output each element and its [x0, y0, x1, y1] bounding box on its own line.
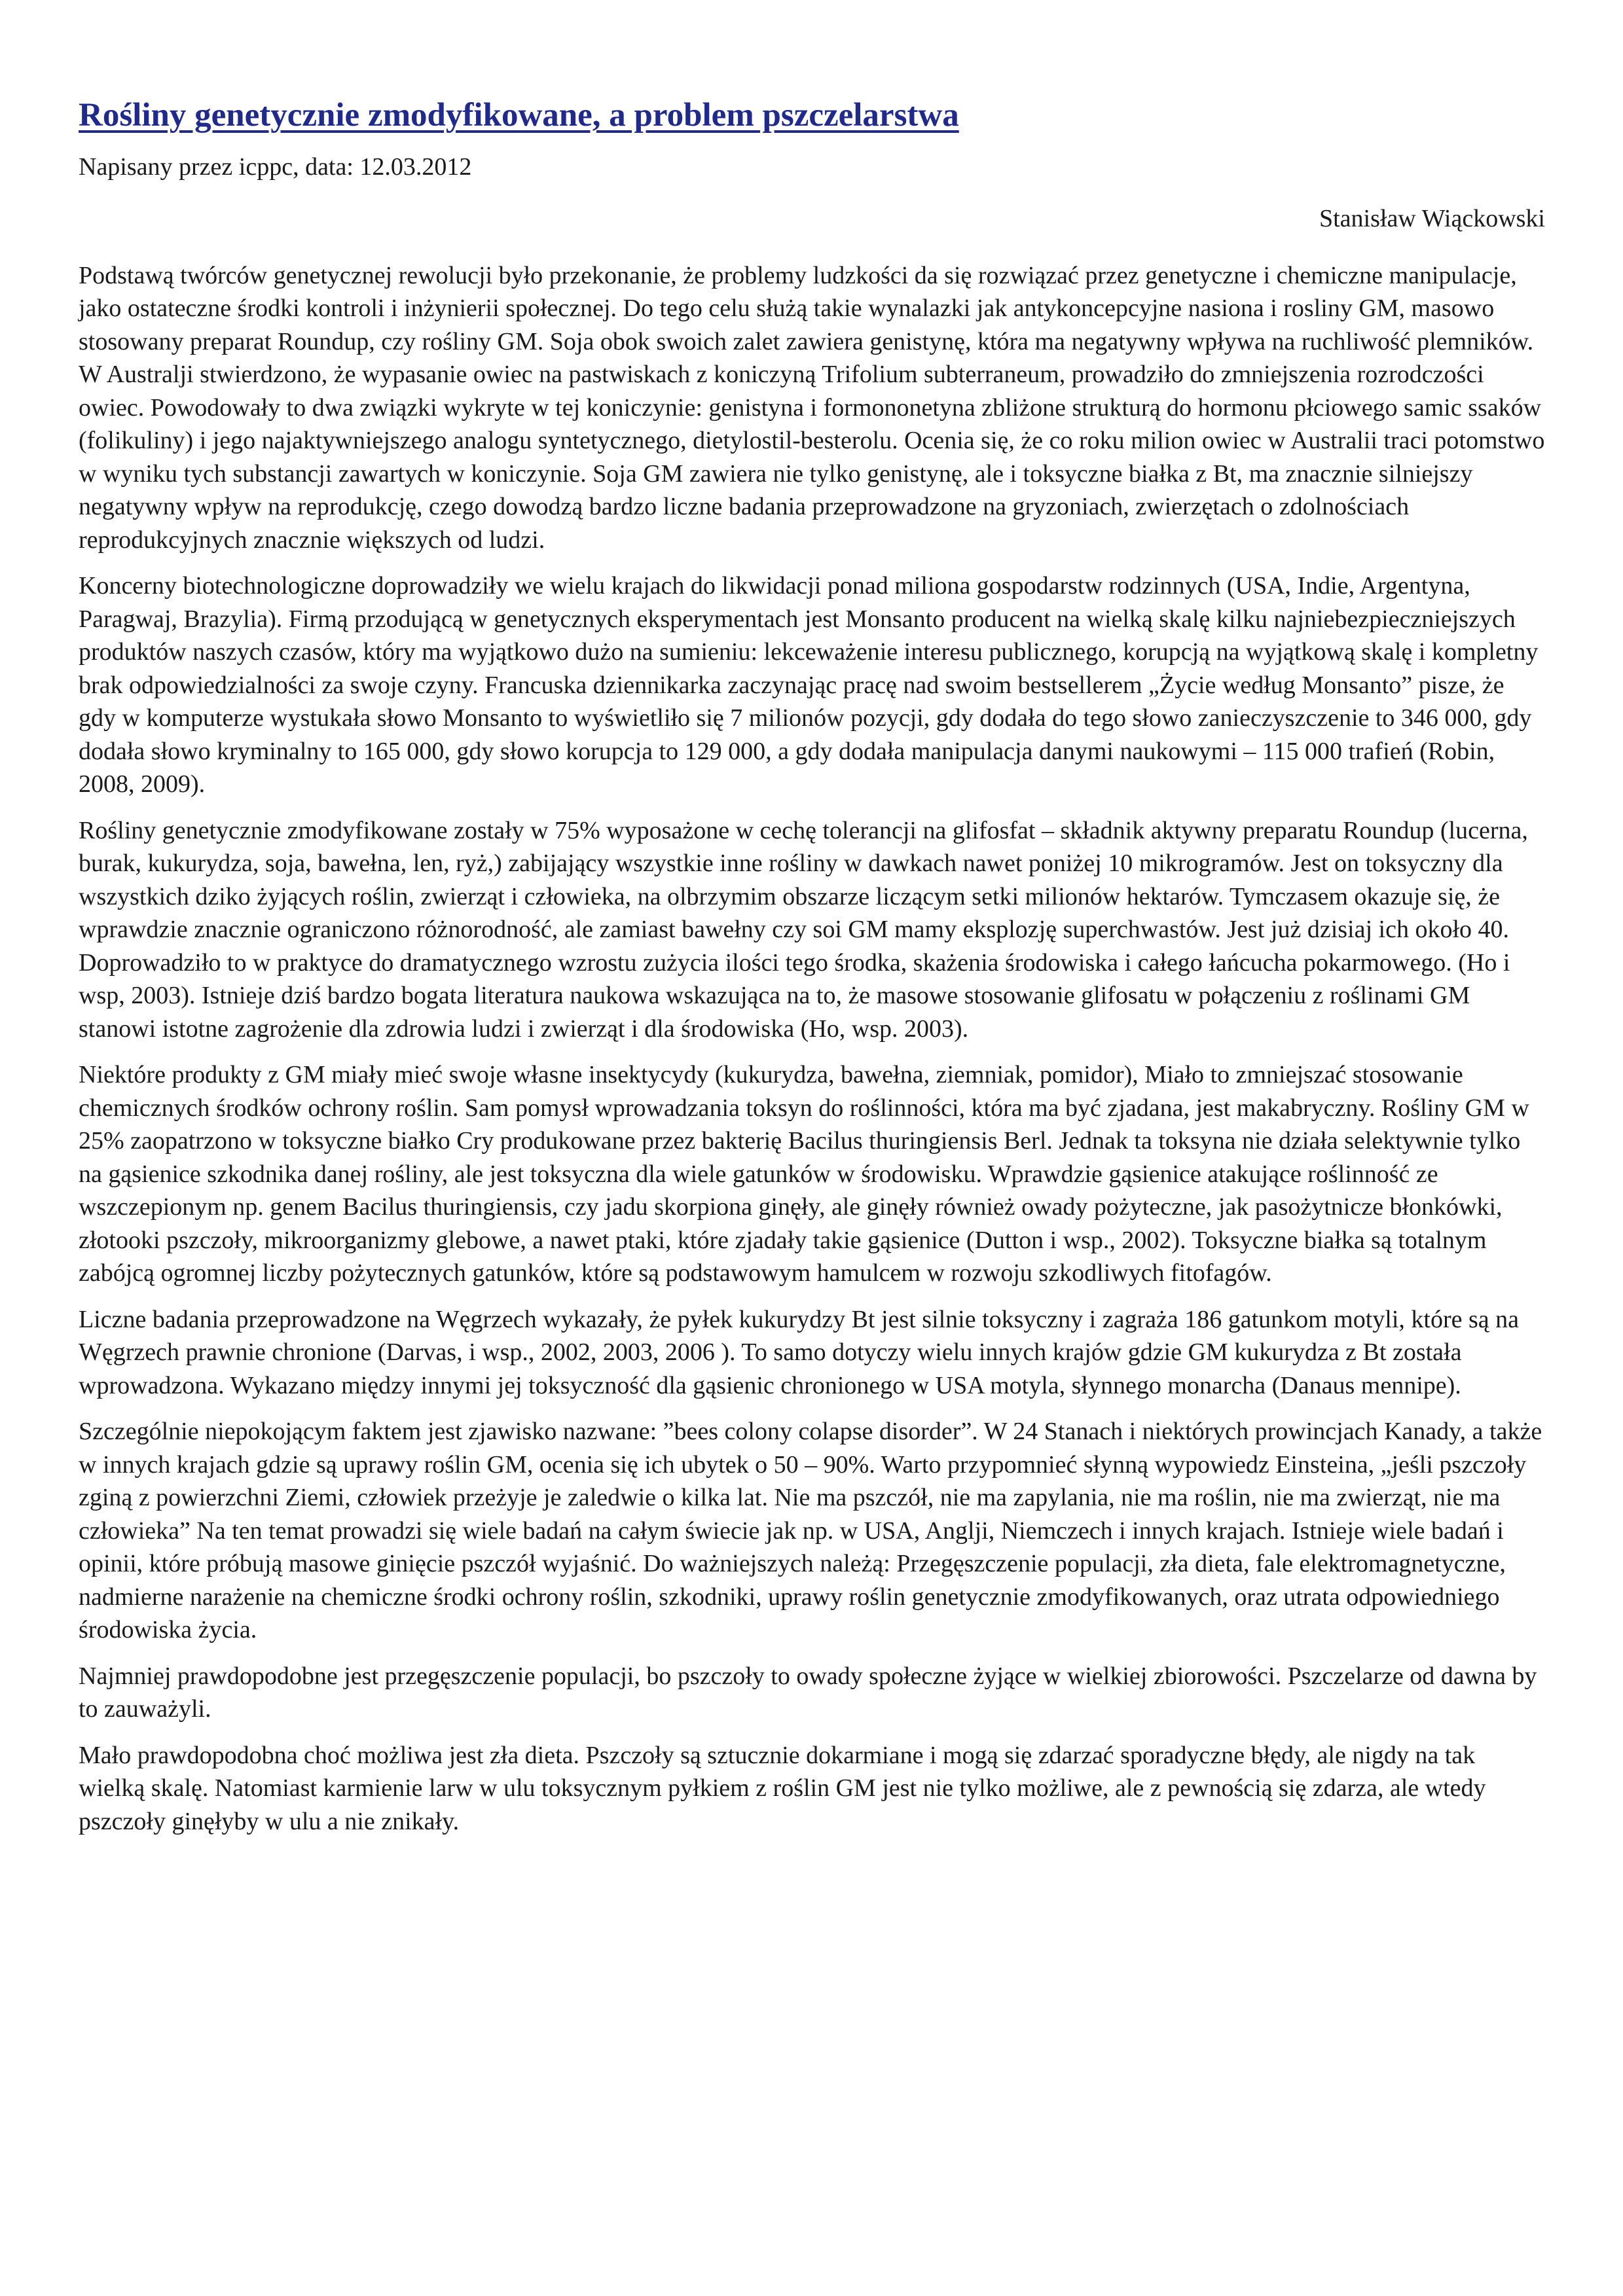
article	[79, 95, 1545, 1851]
paragraph: Niektóre produkty z GM miały mieć swoje własne insektycydy (kukurydza, bawełna, ziemniak, pomidor), Miało to zmniejszać stosowanie chemicznych środków ochrony roślin. Sam pomysł wprowadzania toksyn do roślinności, która ma być zjadana, jest makabryczny. Rośliny GM w 25% zaopatrzono w toksyczne białko Cry produkowane przez bakterię Bacilus thuringiensis Berl. Jednak ta toksyna nie działa selektywnie tylko na gąsienice szkodnika danej rośliny, ale jest toksyczna dla wiele gatunków w środowisku. Wprawdzie gąsienice atakujące roślinność ze wszczepionym np. genem Bacilus thuringiensis, czy jadu skorpiona ginęły, ale ginęły również owady pożyteczne, jak pasożytnicze błonkówki, złotooki pszczoły, mikroorganizmy glebowe, a nawet ptaki, które zjadały takie gąsienice (Dutton i wsp., 2002). Toksyczne białka są totalnym zabójcą ogromnej liczby pożytecznych gatunków, które są podstawowym hamulcem w rozwoju szkodliwych fitofagów.	[79, 1061, 1529, 1287]
article-title-link[interactable]: Rośliny genetycznie zmodyfikowane, a problem pszczelarstwa	[79, 97, 959, 134]
paragraph: Podstawą twórców genetycznej rewolucji było przekonanie, że problemy ludzkości da się rozwiązać przez genetyczne i chemiczne manipulacje, jako ostateczne środki kontroli i inżynierii społecznej. Do tego celu służą takie wynalazki jak antykoncepcyjne nasiona i rosliny GM, masowo stosowany preparat Roundup, czy rośliny GM. Soja obok swoich zalet zawiera genistynę, która ma negatywny wpływa na ruchliwość plemników. W Australji stwierdzono, że wypasanie owiec na pastwiskach z koniczyną Trifolium subterraneum, prowadziło do zmniejszenia rozrodczości owiec. Powodowały to dwa związki wykryte w tej koniczynie: genistyna i formononetyna zbliżone strukturą do hormonu płciowego samic ssaków (folikuliny) i jego najaktywniejszego analogu syntetycznego, dietylostil-besterolu. Ocenia się, że co roku milion owiec w Australii traci potomstwo w wyniku tych substancji zawartych w koniczynie. Soja GM zawiera nie tylko genistynę, ale i toksyczne białka z Bt, ma znacznie silniejszy negatywny wpływ na reprodukcję, czego dowodzą bardzo liczne badania przeprowadzone na gryzoniach, zwierzętach o zdolnościach reprodukcyjnych znacznie większych od ludzi.	[79, 261, 1545, 554]
paragraph: Liczne badania przeprowadzone na Węgrzech wykazały, że pyłek kukurydzy Bt jest silnie toksyczny i zagraża 186 gatunkom motyli, które są na Węgrzech prawnie chronione (Darvas, i wsp., 2002, 2003, 2006 ). To samo dotyczy wielu innych krajów gdzie GM kukurydza z Bt została wprowadzona. Wykazano między innymi jej toksyczność dla gąsienic chronionego w USA motyla, słynnego monarcha (Danaus mennipe).	[79, 1305, 1520, 1399]
paragraph: Rośliny genetycznie zmodyfikowane zostały w 75% wyposażone w cechę tolerancji na glifosfat – składnik aktywny preparatu Roundup (lucerna, burak, kukurydza, soja, bawełna, len, ryż,) zabijający wszystkie inne rośliny w dawkach nawet poniżej 10 mikrogramów. Jest on toksyczny dla wszystkich dziko żyjących roślin, zwierząt i człowieka, na olbrzymim obszarze liczącym setki milionów hektarów. Tymczasem okazuje się, że wprawdzie znacznie ograniczono różnorodność, ale zamiast bawełny czy soi GM mamy eksplozję superchwastów. Jest już dzisiaj ich około 40. Doprowadziło to w praktyce do dramatycznego wzrostu zużycia ilości tego środka, skażenia środowiska i całego łańcucha pokarmowego. (Ho i wsp, 2003). Istnieje dziś bardzo bogata literatura naukowa wskazująca na to, że masowe stosowanie glifosatu w połączeniu z roślinami GM stanowi istotne zagrożenie dla zdrowia ludzi i zwierząt i dla środowiska (Ho, wsp. 2003).	[79, 816, 1528, 1043]
paragraph: Najmniej prawdopodobne jest przegęszczenie populacji, bo pszczoły to owady społeczne żyjące w wielkiej zbiorowości. Pszczelarze od dawna by to zauważyli.	[79, 1662, 1537, 1723]
article-body	[79, 259, 1545, 1839]
article-author: Stanisław Wiąckowski	[1319, 205, 1545, 233]
article-byline: Napisany przez icppc, data: 12.03.2012	[79, 152, 472, 181]
paragraph: Mało prawdopodobna choć możliwa jest zła dieta. Pszczoły są sztucznie dokarmiane i mogą się zdarzać sporadyczne błędy, ale nigdy na tak wielką skalę. Natomiast karmienie larw w ulu toksycznym pyłkiem z roślin GM jest nie tylko możliwe, ale z pewnością się zdarza, ale wtedy pszczoły ginęłyby w ulu a nie znikały.	[79, 1741, 1486, 1835]
paragraph: Szczególnie niepokojącym faktem jest zjawisko nazwane: ”bees colony colapse disorder”. W 24 Stanach i niektórych prowincjach Kanady, a także w innych krajach gdzie są uprawy roślin GM, ocenia się ich ubytek o 50 – 90%. Warto przypomnieć słynną wypowiedz Einsteina, „jeśli pszczoły zginą z powierzchni Ziemi, człowiek przeżyje je zaledwie o kilka lat. Nie ma pszczół, nie ma zapylania, nie ma roślin, nie ma zwierząt, nie ma człowieka” Na ten temat prowadzi się wiele badań na całym świecie jak np. w USA, Anglji, Niemczech i innych krajach. Istnieje wiele badań i opinii, które próbują masowe ginięcie pszczół wyjaśnić. Do ważniejszych należą: Przegęszczenie populacji, zła dieta, fale elektromagnetyczne, nadmierne narażenie na chemiczne środki ochrony roślin, szkodniki, uprawy roślin genetycznie zmodyfikowanych, oraz utrata odpowiedniego środowiska życia.	[79, 1418, 1542, 1644]
paragraph: Koncerny biotechnologiczne doprowadziły we wielu krajach do likwidacji ponad miliona gospodarstw rodzinnych (USA, Indie, Argentyna, Paragwaj, Brazylia). Firmą przodującą w genetycznych eksperymentach jest Monsanto producent na wielką skalę kilku najniebezpieczniejszych produktów naszych czasów, który ma wyjątkowo dużo na sumieniu: lekceważenie interesu publicznego, korupcją na wyjątkową skalę i kompletny brak odpowiedzialności za swoje czyny. Francuska dziennikarka zaczynając pracę nad swoim bestsellerem „Życie według Monsanto” pisze, że gdy w komputerze wystukała słowo Monsanto to wyświetliło się 7 milionów pozycji, gdy dodała do tego słowo zanieczyszczenie to 346 000, gdy dodała słowo kryminalny to 165 000, gdy słowo korupcja to 129 000, a gdy dodała manipulacja danymi naukowymi – 115 000 trafień (Robin, 2008, 2009).	[79, 572, 1539, 798]
